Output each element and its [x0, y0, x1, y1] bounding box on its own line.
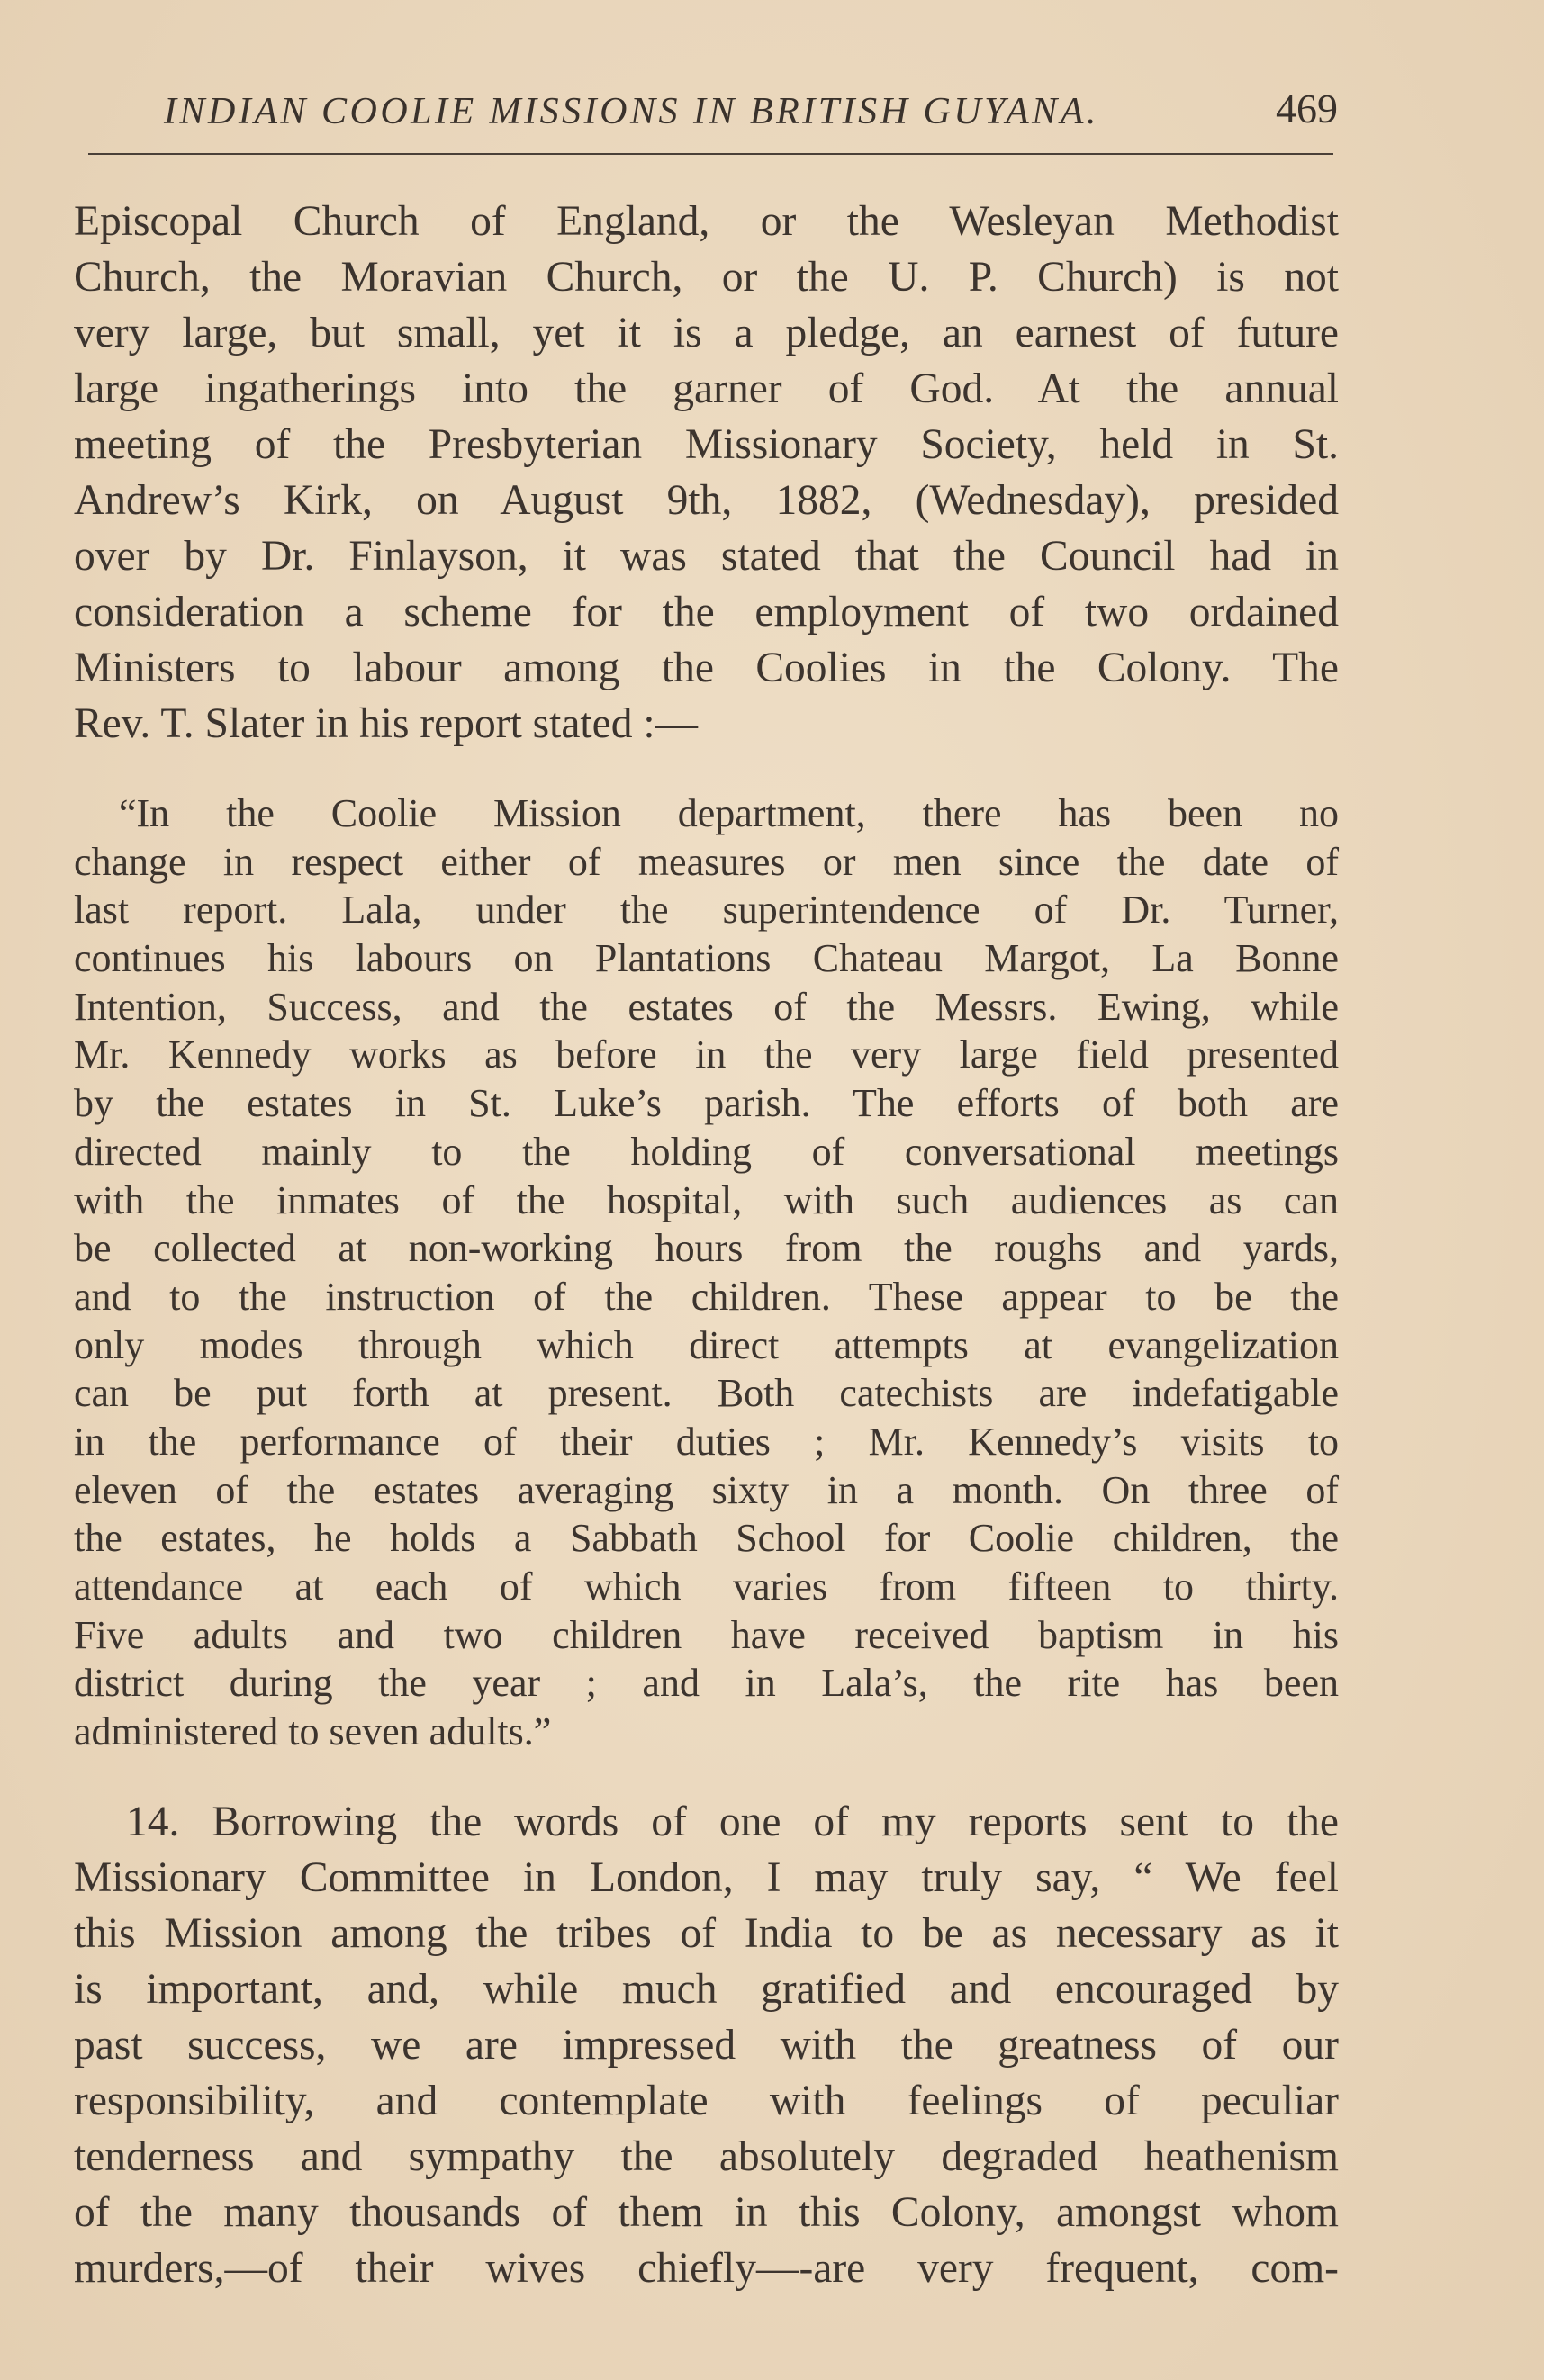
text-line: meeting of the Presbyterian Missionary Society, held in St.: [74, 421, 1339, 468]
text-line: Episcopal Church of England, or the Wesleyan Methodist: [74, 198, 1339, 245]
text-line: only modes through which direct attempts at evangelization: [74, 1322, 1339, 1367]
text-line: directed mainly to the holding of conversational meetings: [74, 1129, 1339, 1174]
text-line: and to the instruction of the children. These appear to be the: [74, 1274, 1339, 1319]
text-line: very large, but small, yet it is a pledge, an earnest of future: [74, 310, 1339, 356]
text-line: Five adults and two children have received baptism in his: [74, 1612, 1339, 1657]
paragraph-1: [74, 194, 1339, 752]
text-line: Ministers to labour among the Coolies in the Colony. The: [74, 645, 1339, 691]
text-line: the estates, he holds a Sabbath School for Coolie children, the: [74, 1516, 1339, 1561]
text-line: Andrew’s Kirk, on August 9th, 1882, (Wednesday), presided: [74, 477, 1339, 524]
running-title: INDIAN COOLIE MISSIONS IN BRITISH GUYANA.: [164, 91, 1099, 132]
text-line: 14. Borrowing the words of one of my reports sent to the: [126, 1799, 1339, 1845]
text-line: Intention, Success, and the estates of the Messrs. Ewing, while: [74, 984, 1339, 1029]
paragraph-14: [74, 1794, 1339, 2296]
text-line: Missionary Committee in London, I may truly say, “ We feel: [74, 1854, 1339, 1901]
text-line: is important, and, while much gratified and encouraged by: [74, 1966, 1339, 2013]
text-line: attendance at each of which varies from fifteen to thirty.: [74, 1564, 1339, 1609]
text-line: with the inmates of the hospital, with such audiences as can: [74, 1177, 1339, 1222]
text-line: responsibility, and contemplate with feelings of peculiar: [74, 2078, 1339, 2124]
text-line: in the performance of their duties ; Mr. Kennedy’s visits to: [74, 1419, 1339, 1464]
text-line: Mr. Kennedy works as before in the very large field presented: [74, 1032, 1339, 1077]
text-line: administered to seven adults.”: [74, 1709, 552, 1754]
text-line: by the estates in St. Luke’s parish. The efforts of both are: [74, 1081, 1339, 1126]
text-line: murders,—of their wives chiefly—-are very frequent, com-: [74, 2245, 1339, 2292]
text-line: “In the Coolie Mission department, there has been no: [119, 791, 1339, 835]
text-line: last report. Lala, under the superintendence of Dr. Turner,: [74, 888, 1339, 933]
text-line: Church, the Moravian Church, or the U. P. Church) is not: [74, 254, 1339, 301]
text-line: large ingatherings into the garner of God. At the annual: [74, 365, 1339, 412]
text-line: consideration a scheme for the employment of two ordained: [74, 589, 1339, 636]
text-line: past success, we are impressed with the greatness of our: [74, 2022, 1339, 2069]
quoted-report: [74, 789, 1339, 1756]
text-line: over by Dr. Finlayson, it was stated that the Council had in: [74, 533, 1339, 580]
text-line: be collected at non-working hours from the roughs and yards,: [74, 1226, 1339, 1271]
text-line: change in respect either of measures or men since the date of: [74, 839, 1339, 884]
text-line: district during the year ; and in Lala’s, the rite has been: [74, 1661, 1339, 1706]
text-line: continues his labours on Plantations Chateau Margot, La Bonne: [74, 936, 1339, 981]
page-number: 469: [1276, 86, 1338, 131]
text-line: can be put forth at present. Both catechists are indefatigable: [74, 1371, 1339, 1416]
header-rule: [88, 153, 1333, 155]
text-line: Rev. T. Slater in his report stated :—: [74, 700, 699, 747]
running-header: [90, 83, 1350, 146]
text-line: tenderness and sympathy the absolutely degraded heathenism: [74, 2133, 1339, 2180]
text-line: of the many thousands of them in this Colony, amongst whom: [74, 2189, 1339, 2236]
text-line: eleven of the estates averaging sixty in a month. On three of: [74, 1467, 1339, 1512]
text-line: this Mission among the tribes of India to be as necessary as it: [74, 1910, 1339, 1957]
